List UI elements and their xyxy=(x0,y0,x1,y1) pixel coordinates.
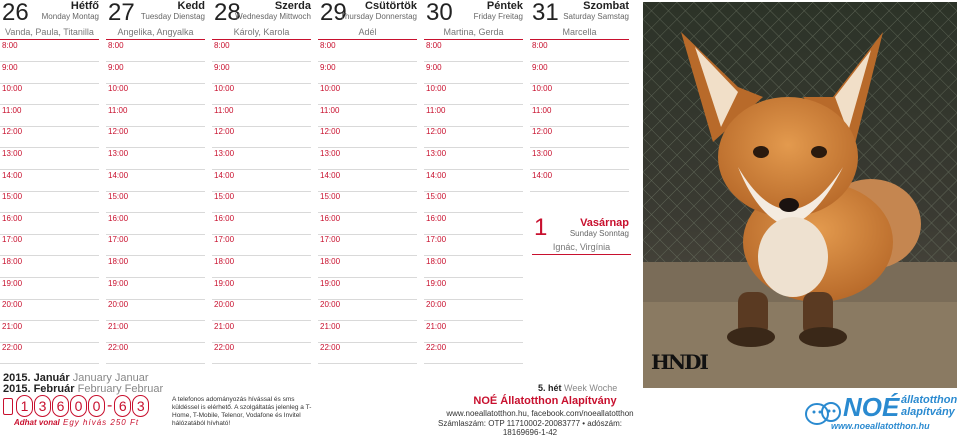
hour-label: 14:00 xyxy=(532,170,553,180)
hour-row[interactable] xyxy=(106,126,205,148)
day-header xyxy=(212,0,311,27)
hour-label: 16:00 xyxy=(2,213,23,223)
hour-label: 13:00 xyxy=(214,149,235,158)
hour-row[interactable] xyxy=(106,148,205,170)
hour-label: 18:00 xyxy=(214,257,235,266)
day-subtitle: Monday Montag xyxy=(41,12,99,21)
hour-row[interactable] xyxy=(212,321,311,343)
hour-row[interactable] xyxy=(0,234,99,256)
hour-label: 10:00 xyxy=(426,84,447,94)
month-january: 2015. Január January Januar xyxy=(3,372,149,384)
hour-label: 13:00 xyxy=(320,149,341,158)
hour-row[interactable] xyxy=(530,83,629,105)
hour-label: 14:00 xyxy=(2,170,23,180)
hour-row[interactable] xyxy=(0,105,99,127)
hour-row[interactable] xyxy=(0,321,99,343)
hour-row[interactable] xyxy=(0,342,99,364)
hour-label: 21:00 xyxy=(214,321,235,331)
hour-label: 15:00 xyxy=(2,192,23,202)
sunday-block xyxy=(532,214,631,254)
fox-photo xyxy=(643,2,957,388)
hour-row[interactable] xyxy=(530,40,629,62)
hour-label: 20:00 xyxy=(426,300,447,310)
day-subtitle: Wednesday Mittwoch xyxy=(235,12,311,21)
hour-label: 22:00 xyxy=(320,343,341,353)
hour-row[interactable] xyxy=(106,299,205,321)
phone-digit: 1 xyxy=(16,395,33,417)
hour-label: 11:00 xyxy=(320,105,340,115)
hour-label: 22:00 xyxy=(2,343,23,353)
hour-label: 8:00 xyxy=(532,41,548,50)
phone-digit: 3 xyxy=(132,395,149,417)
day-name: Kedd xyxy=(177,0,205,12)
hour-row[interactable] xyxy=(106,105,205,127)
hour-row[interactable] xyxy=(106,342,205,364)
hour-label: 10:00 xyxy=(108,84,129,94)
hour-row[interactable] xyxy=(212,299,311,321)
phone-icon xyxy=(3,398,13,415)
hour-row[interactable] xyxy=(424,40,523,62)
hour-label: 9:00 xyxy=(2,62,18,72)
hour-label: 12:00 xyxy=(214,127,235,137)
hour-row[interactable] xyxy=(318,40,417,62)
hour-row[interactable] xyxy=(106,62,205,84)
day-column xyxy=(530,0,629,370)
phone-digit: 3 xyxy=(34,395,51,417)
hour-label: 8:00 xyxy=(426,41,442,50)
hour-row[interactable] xyxy=(106,170,205,192)
hour-row[interactable] xyxy=(212,170,311,192)
signature: HNDI xyxy=(651,350,707,374)
hour-label: 12:00 xyxy=(2,127,23,137)
hour-row[interactable] xyxy=(318,191,417,213)
hour-row[interactable] xyxy=(424,342,523,364)
hour-label: 15:00 xyxy=(320,192,341,202)
day-subtitle: Saturday Samstag xyxy=(563,12,629,21)
hour-row[interactable] xyxy=(106,213,205,235)
hour-row[interactable] xyxy=(530,148,629,170)
hour-row[interactable] xyxy=(212,213,311,235)
hour-label: 9:00 xyxy=(426,62,442,72)
hour-label: 16:00 xyxy=(426,213,447,223)
hour-label: 11:00 xyxy=(532,105,552,115)
hour-row[interactable] xyxy=(212,191,311,213)
donation-notes: A telefonos adományozás hívással és sms küldéssel is elérhető. A szolgáltatás jelenleg a T-Home, T-Mobile, Telenor, Vodafone és Invitel hálózatából hívható! xyxy=(172,396,312,427)
day-namedays: Vanda, Paula, Titanilla xyxy=(0,27,99,40)
hour-label: 11:00 xyxy=(214,105,234,115)
day-column xyxy=(212,0,311,370)
day-header xyxy=(530,0,629,27)
hour-row[interactable] xyxy=(318,62,417,84)
hour-label: 10:00 xyxy=(320,84,341,94)
hour-row[interactable] xyxy=(106,40,205,62)
hour-row[interactable] xyxy=(0,170,99,192)
hour-label: 10:00 xyxy=(214,84,235,94)
phone-digit: 6 xyxy=(52,395,69,417)
hour-row[interactable] xyxy=(318,170,417,192)
hour-row[interactable] xyxy=(424,62,523,84)
hour-label: 22:00 xyxy=(214,343,235,353)
day-subtitle: Friday Freitag xyxy=(473,12,523,21)
hour-row[interactable] xyxy=(424,234,523,256)
hour-row[interactable] xyxy=(212,278,311,300)
hour-label: 18:00 xyxy=(320,257,341,266)
hour-row[interactable] xyxy=(212,62,311,84)
org-account: Számlaszám: OTP 11710002-20083777 • adószám: 18169696-1-42 xyxy=(438,419,622,437)
day-name: Péntek xyxy=(486,0,523,12)
day-name: Szombat xyxy=(583,0,629,12)
hour-label: 22:00 xyxy=(426,343,447,353)
hour-label: 16:00 xyxy=(214,213,235,223)
org-web: www.noeallatotthon.hu, facebook.com/noeallatotthon xyxy=(446,409,634,418)
hour-row[interactable] xyxy=(530,62,629,84)
org-name: NOÉ Állatotthon Alapítvány xyxy=(473,395,617,407)
hour-label: 16:00 xyxy=(108,213,129,223)
hour-label: 12:00 xyxy=(532,127,553,137)
hour-label: 9:00 xyxy=(108,62,124,72)
hour-label: 18:00 xyxy=(2,257,23,266)
sunday-number: 1 xyxy=(534,214,548,241)
hour-label: 14:00 xyxy=(426,170,447,180)
hour-row[interactable] xyxy=(318,234,417,256)
phone-digit: 6 xyxy=(114,395,131,417)
donation-phone: 1 3 6 0 0 - 6 3 xyxy=(3,395,149,417)
hour-label: 17:00 xyxy=(2,235,23,245)
day-column xyxy=(424,0,523,370)
hour-label: 11:00 xyxy=(108,105,128,115)
hour-row[interactable] xyxy=(0,299,99,321)
hour-label: 19:00 xyxy=(108,278,129,288)
day-header xyxy=(106,0,205,27)
hour-row[interactable] xyxy=(212,105,311,127)
hour-row[interactable] xyxy=(424,191,523,213)
hour-label: 19:00 xyxy=(2,278,23,288)
hour-row[interactable] xyxy=(318,105,417,127)
hour-label: 13:00 xyxy=(532,149,553,158)
day-namedays: Martina, Gerda xyxy=(424,27,523,40)
hour-label: 22:00 xyxy=(108,343,129,353)
hour-label: 20:00 xyxy=(2,300,23,310)
hour-label: 17:00 xyxy=(320,235,341,245)
hour-label: 20:00 xyxy=(108,300,129,310)
hour-row[interactable] xyxy=(424,256,523,278)
logo-line1: állatotthon xyxy=(901,394,958,406)
hour-row[interactable] xyxy=(424,278,523,300)
phone-digit: 0 xyxy=(88,395,105,417)
hour-label: 9:00 xyxy=(532,62,548,72)
hour-row[interactable] xyxy=(424,321,523,343)
month-february: 2015. Február February Februar xyxy=(3,383,164,395)
hour-row[interactable] xyxy=(0,62,99,84)
hour-label: 13:00 xyxy=(108,149,129,158)
hour-label: 8:00 xyxy=(214,41,230,50)
day-header xyxy=(424,0,523,27)
hour-row[interactable] xyxy=(0,213,99,235)
hour-label: 19:00 xyxy=(214,278,235,288)
hour-row[interactable] xyxy=(0,191,99,213)
hour-row[interactable] xyxy=(318,321,417,343)
hour-row[interactable] xyxy=(212,342,311,364)
hour-label: 21:00 xyxy=(320,321,341,331)
day-number: 28 xyxy=(214,0,241,26)
hour-label: 20:00 xyxy=(320,300,341,310)
week-number: 5. hét Week Woche xyxy=(538,383,618,393)
hour-row[interactable] xyxy=(530,170,629,192)
hour-row[interactable] xyxy=(0,83,99,105)
day-column xyxy=(318,0,417,370)
hour-label: 18:00 xyxy=(108,257,129,266)
hour-label: 11:00 xyxy=(426,105,446,115)
hour-label: 13:00 xyxy=(426,149,447,158)
hour-row[interactable] xyxy=(530,126,629,148)
logo-url: www.noeallatotthon.hu xyxy=(831,421,930,431)
hour-row[interactable] xyxy=(212,126,311,148)
day-column xyxy=(0,0,99,370)
hour-row[interactable] xyxy=(212,83,311,105)
hour-row[interactable] xyxy=(318,256,417,278)
sunday-name: Vasárnap xyxy=(580,217,629,229)
hour-label: 15:00 xyxy=(426,192,447,202)
sunday-subtitle: Sunday Sonntag xyxy=(569,229,629,238)
hour-row[interactable] xyxy=(212,148,311,170)
hour-label: 9:00 xyxy=(320,62,336,72)
hour-row[interactable] xyxy=(106,83,205,105)
day-namedays: Angelika, Angyalka xyxy=(106,27,205,40)
day-name: Szerda xyxy=(274,0,311,12)
hour-label: 12:00 xyxy=(320,127,341,137)
day-header xyxy=(0,0,99,27)
hour-row[interactable] xyxy=(318,126,417,148)
day-number: 30 xyxy=(426,0,453,26)
day-namedays: Károly, Karola xyxy=(212,27,311,40)
logo-big: NOÉ xyxy=(843,392,900,422)
hour-row[interactable] xyxy=(212,234,311,256)
hour-label: 17:00 xyxy=(426,235,447,245)
hour-row[interactable] xyxy=(106,191,205,213)
day-name: Hétfő xyxy=(70,0,99,12)
hour-label: 13:00 xyxy=(2,149,23,158)
day-number: 29 xyxy=(320,0,347,26)
hour-label: 18:00 xyxy=(426,257,447,266)
hour-label: 21:00 xyxy=(2,321,23,331)
day-name: Csütörtök xyxy=(365,0,417,12)
hour-row[interactable] xyxy=(106,321,205,343)
hour-label: 9:00 xyxy=(214,62,230,72)
day-namedays: Adél xyxy=(318,27,417,40)
noe-logo xyxy=(803,390,957,432)
day-subtitle: Tuesday Dienstag xyxy=(140,12,205,21)
hour-label: 15:00 xyxy=(108,192,129,202)
hour-label: 19:00 xyxy=(320,278,341,288)
hour-label: 17:00 xyxy=(108,235,129,245)
hour-row[interactable] xyxy=(0,256,99,278)
hour-row[interactable] xyxy=(318,342,417,364)
hour-row[interactable] xyxy=(318,148,417,170)
hour-row[interactable] xyxy=(318,83,417,105)
sms-line: Adhat vonal Egy hívás 250 Ft xyxy=(14,418,140,427)
day-number: 26 xyxy=(2,0,29,26)
hour-label: 19:00 xyxy=(426,278,447,288)
hour-label: 10:00 xyxy=(532,84,553,94)
hour-label: 12:00 xyxy=(426,127,447,137)
hour-row[interactable] xyxy=(424,126,523,148)
hour-row[interactable] xyxy=(424,213,523,235)
hour-label: 8:00 xyxy=(108,41,124,50)
hour-row[interactable] xyxy=(424,148,523,170)
hour-row[interactable] xyxy=(424,105,523,127)
hour-label: 21:00 xyxy=(108,321,129,331)
hour-row[interactable] xyxy=(424,299,523,321)
hour-label: 10:00 xyxy=(2,84,23,94)
hour-row[interactable] xyxy=(0,148,99,170)
sunday-namedays: Ignác, Virgínia xyxy=(532,242,631,255)
hour-row[interactable] xyxy=(0,278,99,300)
hour-row[interactable] xyxy=(0,40,99,62)
hour-row[interactable] xyxy=(318,213,417,235)
hour-label: 14:00 xyxy=(320,170,341,180)
day-column xyxy=(106,0,205,370)
hour-row[interactable] xyxy=(318,278,417,300)
hour-row[interactable] xyxy=(212,256,311,278)
day-number: 27 xyxy=(108,0,135,26)
hour-row[interactable] xyxy=(212,40,311,62)
hour-label: 15:00 xyxy=(214,192,235,202)
hour-row[interactable] xyxy=(0,126,99,148)
day-header xyxy=(318,0,417,27)
hour-label: 17:00 xyxy=(214,235,235,245)
hour-label: 14:00 xyxy=(214,170,235,180)
hour-row[interactable] xyxy=(424,170,523,192)
hour-row[interactable] xyxy=(106,256,205,278)
hour-label: 20:00 xyxy=(214,300,235,310)
phone-digit: 0 xyxy=(70,395,87,417)
hour-label: 8:00 xyxy=(320,41,336,50)
logo-line2: alapítvány xyxy=(901,406,955,418)
hour-row[interactable] xyxy=(530,105,629,127)
hour-label: 16:00 xyxy=(320,213,341,223)
hour-row[interactable] xyxy=(424,83,523,105)
day-subtitle: Thursday Donnerstag xyxy=(340,12,417,21)
hour-label: 21:00 xyxy=(426,321,447,331)
hour-row[interactable] xyxy=(106,234,205,256)
hour-row[interactable] xyxy=(106,278,205,300)
day-namedays: Marcella xyxy=(530,27,629,40)
day-number: 31 xyxy=(532,0,559,26)
hour-label: 11:00 xyxy=(2,105,22,115)
hour-label: 8:00 xyxy=(2,41,18,50)
hour-label: 14:00 xyxy=(108,170,129,180)
hour-row[interactable] xyxy=(318,299,417,321)
hour-label: 12:00 xyxy=(108,127,129,137)
